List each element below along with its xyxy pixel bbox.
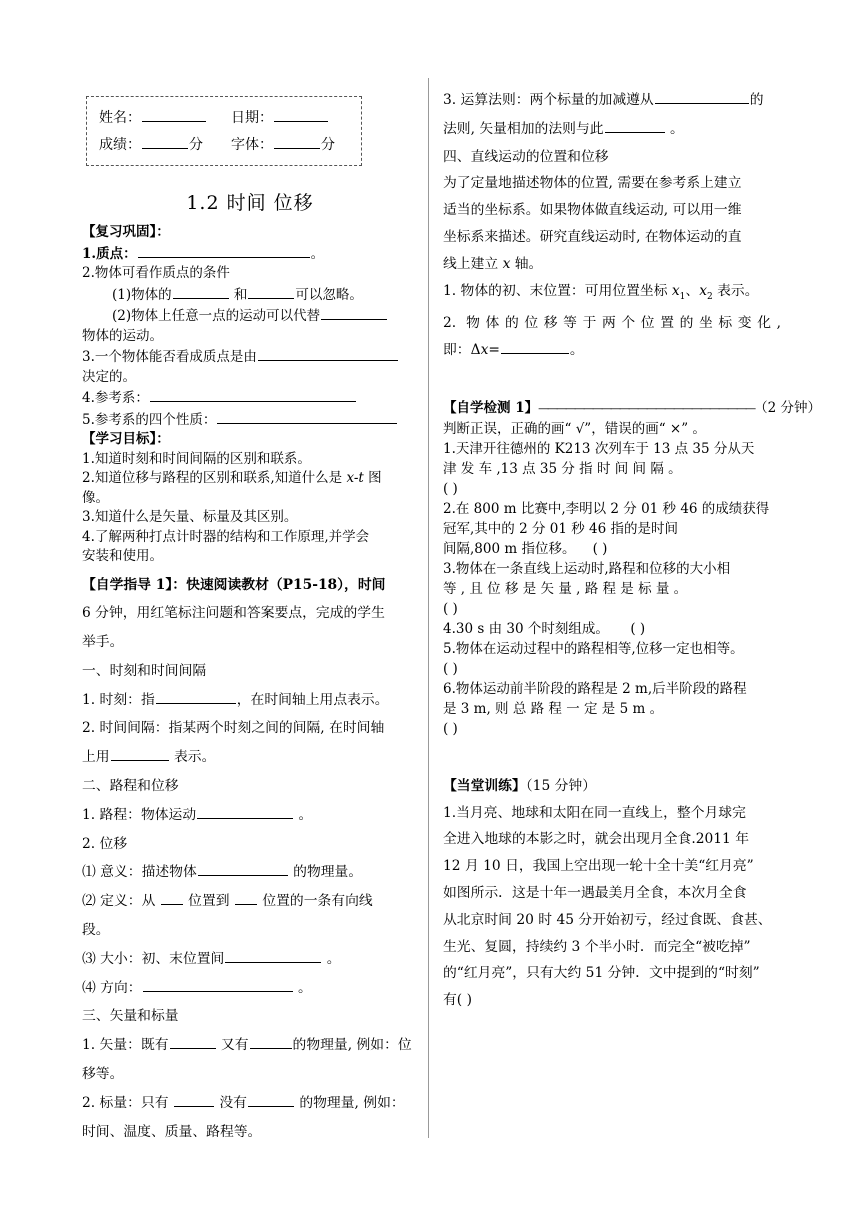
check-q3-cont: 等 , 且 位 移 是 矢 量 , 路 程 是 标 量 。 bbox=[443, 580, 688, 597]
training-header: 【当堂训练】（15 分钟） bbox=[443, 777, 597, 794]
sec4-p4: 线上建立 x 轴。 bbox=[443, 255, 543, 272]
sec3-b-cont: 时间、温度、质量、路程等。 bbox=[82, 1123, 262, 1140]
guide-line-3: 举手。 bbox=[82, 634, 124, 651]
training-line-8[interactable]: 有( ) bbox=[443, 992, 472, 1009]
review-q2a: (1)物体的 和 可以忽略。 bbox=[82, 284, 418, 306]
review-q5: 5.参考系的四个性质： bbox=[82, 409, 418, 431]
review-q4: 4.参考系： bbox=[82, 387, 418, 409]
sec2-a: 1. 路程：物体运动 。 bbox=[82, 801, 418, 830]
sec2-d-cont: 段。 bbox=[82, 922, 110, 939]
sec3-a: 1. 矢量：既有 又有 的物理量, 例如：位 bbox=[82, 1031, 418, 1060]
goals-header: 【学习目标】： bbox=[82, 431, 170, 447]
goal-2: 2.知道位移与路程的区别和联系,知道什么是 x-t 图 bbox=[82, 470, 382, 486]
check-q2-answer[interactable]: ( ) bbox=[592, 540, 608, 557]
review-q2b-cont: 物体的运动。 bbox=[82, 327, 163, 344]
sec4-item-2-cont: 即：Δx= 。 bbox=[443, 337, 781, 364]
handwriting-blank[interactable] bbox=[274, 134, 320, 149]
sec1-a: 1. 时刻：指 ，在时间轴上用点表示。 bbox=[82, 686, 418, 715]
goal-1: 1.知道时刻和时间间隔的区别和联系。 bbox=[82, 450, 311, 467]
check-q5-answer[interactable]: ( ) bbox=[443, 660, 458, 677]
sec2-b: 2. 位移 bbox=[82, 835, 128, 852]
training-line-4: 如图所示．这是十年一遇最美月全食，本次月全食 bbox=[443, 884, 747, 901]
goal-4-cont: 安装和使用。 bbox=[82, 548, 163, 564]
training-line-3: 12 月 10 日，我国上空出现一轮十全十美“红月亮” bbox=[443, 858, 754, 875]
training-line-2: 全进入地球的本影之时，就会出现月全食.2011 年 bbox=[443, 831, 750, 848]
date-blank[interactable] bbox=[274, 107, 328, 122]
review-q2: 2.物体可看作质点的条件 bbox=[82, 265, 230, 281]
check-q1-cont: 津 发 车 ,13 点 35 分 指 时 间 间 隔 。 bbox=[443, 460, 682, 477]
guide-line-2: 6 分钟，用红笔标注问题和答案要点，完成的学生 bbox=[82, 605, 385, 622]
check-q6-answer[interactable]: ( ) bbox=[443, 720, 458, 737]
sec2-e: ⑶ 大小：初、末位置间 。 bbox=[82, 945, 418, 974]
training-line-1: 1.当月亮、地球和太阳在同一直线上，整个月球完 bbox=[443, 804, 746, 821]
goal-2-cont: 像。 bbox=[82, 489, 109, 506]
sec2-c: ⑴ 意义：描述物体 的物理量。 bbox=[82, 858, 418, 887]
review-q3-cont: 决定的。 bbox=[82, 368, 136, 385]
score-blank[interactable] bbox=[142, 134, 188, 149]
review-header: 【复习巩固】： bbox=[82, 224, 170, 240]
check-intro: 判断正误，正确的画“ √”，错误的画“ ×” 。 bbox=[443, 420, 706, 437]
sec2-header: 二、路程和位移 bbox=[82, 778, 179, 795]
check-q4: 4.30 s 由 30 个时刻组成。 ( ) bbox=[443, 620, 646, 637]
check-q2-cont2: 间隔,800 m 指位移。 ( ) bbox=[443, 540, 608, 557]
page-title: 1.2 时间 位移 bbox=[186, 192, 314, 214]
sec1-header: 一、时刻和时间间隔 bbox=[82, 662, 207, 679]
sec4-header: 四、直线运动的位置和位移 bbox=[443, 148, 609, 165]
sec2-f: ⑷ 方向： 。 bbox=[82, 974, 418, 1003]
check-q5: 5.物体在运动过程中的路程相等,位移一定也相等。 bbox=[443, 640, 744, 657]
name-blank[interactable] bbox=[142, 107, 206, 122]
check-q4-answer[interactable]: ( ) bbox=[630, 620, 646, 637]
check-q3-answer[interactable]: ( ) bbox=[443, 600, 458, 617]
goal-4: 4.了解两种打点计时器的结构和工作原理,并学会 bbox=[82, 528, 370, 545]
guide-line-1: 【自学指导 1】：快速阅读教材（P15-18），时间 bbox=[82, 576, 386, 593]
review-q2b: (2)物体上任意一点的运动可以代替 bbox=[82, 305, 418, 327]
sec4-p2: 适当的坐标系。如果物体做直线运动, 可以用一维 bbox=[443, 202, 742, 219]
check-q1: 1.天津开往德州的 K213 次列车于 13 点 35 分从天 bbox=[443, 440, 755, 457]
sec4-item-1: 1. 物体的初、末位置：可用位置坐标 $x_1$、$x_2$ 表示。 bbox=[443, 282, 759, 302]
sec1-b-cont: 上用 表示。 bbox=[82, 743, 418, 772]
check-q2: 2.在 800 m 比赛中,李明以 2 分 01 秒 46 的成绩获得 bbox=[443, 500, 770, 517]
check-q3: 3.物体在一条直线上运动时,路程和位移的大小相 bbox=[443, 560, 731, 577]
sec4-item-2: 2. 物体的位移等于两个位置的坐标变化, bbox=[443, 315, 781, 332]
review-q1: 1.质点： 。 bbox=[82, 243, 418, 265]
sec3-a-cont: 移等。 bbox=[82, 1066, 124, 1083]
sec1-b: 2. 时间间隔：指某两个时刻之间的间隔, 在时间轴 bbox=[82, 720, 385, 737]
sec4-p3: 坐标系来描述。研究直线运动时, 在物体运动的直 bbox=[443, 228, 742, 245]
check-header: 【自学检测 1】————————————————————————（2 分钟） bbox=[443, 399, 821, 416]
sec2-d: ⑵ 定义：从 位置到 位置的一条有向线 bbox=[82, 887, 418, 916]
training-line-6: 生光、复圆，持续约 3 个半小时．而完全“被吃掉” bbox=[443, 938, 751, 955]
check-q2-cont: 冠军,其中的 2 分 01 秒 46 指的是时间 bbox=[443, 520, 678, 537]
rule-3-cont: 法则, 矢量相加的法则与此 。 bbox=[443, 115, 781, 144]
column-divider bbox=[428, 78, 429, 1138]
training-line-5: 从北京时间 20 时 45 分开始初亏，经过食既、食甚、 bbox=[443, 911, 772, 928]
sec4-p1: 为了定量地描述物体的位置, 需要在参考系上建立 bbox=[443, 175, 742, 192]
right-column bbox=[443, 86, 821, 1014]
training-line-7: 的“红月亮”，只有大约 51 分钟．文中提到的“时刻” bbox=[443, 965, 760, 982]
sec3-b: 2. 标量：只有 没有 的物理量, 例如： bbox=[82, 1089, 418, 1118]
check-q6-cont: 是 3 m, 则 总 路 程 一 定 是 5 m 。 bbox=[443, 700, 664, 717]
goal-3: 3.知道什么是矢量、标量及其区别。 bbox=[82, 509, 298, 525]
check-q1-answer[interactable]: ( ) bbox=[443, 480, 458, 497]
sec3-header: 三、矢量和标量 bbox=[82, 1008, 179, 1025]
review-q3: 3.一个物体能否看成质点是由 bbox=[82, 346, 418, 368]
check-q6: 6.物体运动前半阶段的路程是 2 m,后半阶段的路程 bbox=[443, 680, 747, 697]
rule-3: 3. 运算法则：两个标量的加减遵从 的 bbox=[443, 86, 781, 115]
student-info-box: 姓名： 日期： 成绩： 分 字体： 分 bbox=[86, 96, 362, 166]
left-column bbox=[82, 96, 418, 1146]
